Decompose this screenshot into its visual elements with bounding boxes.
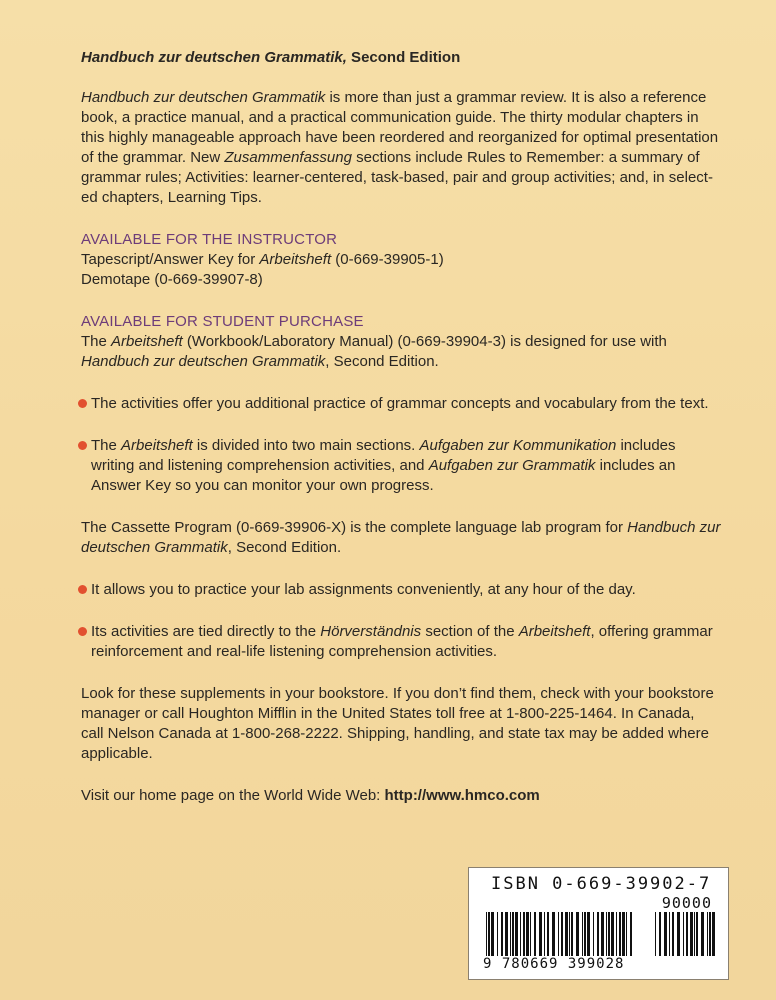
barcode-bar (707, 912, 708, 956)
barcode-bar (539, 912, 542, 956)
student-section (81, 312, 721, 372)
back-cover-text (81, 48, 721, 806)
barcode-bar (486, 912, 487, 956)
bullet-item: The activities offer you additional practice of grammar concepts and vocabulary from the text. (81, 394, 721, 414)
barcode-bar (597, 912, 599, 956)
instructor-heading: AVAILABLE FOR THE INSTRUCTOR (81, 231, 338, 248)
barcode-bar (677, 912, 680, 956)
barcode-bar (611, 912, 614, 956)
barcode-bar (561, 912, 563, 956)
barcode-bar (488, 912, 490, 956)
barcode-bar (694, 912, 695, 956)
barcode-bar (515, 912, 518, 956)
barcode-bar (616, 912, 617, 956)
barcode-bar (709, 912, 711, 956)
instructor-section (81, 230, 721, 290)
barcode-bar (606, 912, 607, 956)
barcode-bar (558, 912, 559, 956)
barcode-bar (526, 912, 529, 956)
barcode-bar (608, 912, 610, 956)
barcode-bar (547, 912, 549, 956)
barcode-bar (683, 912, 684, 956)
bullet-dot-icon (78, 441, 87, 450)
ean-barcode-icon (485, 912, 635, 956)
price-addon-code: 90000 (661, 894, 712, 912)
barcode-bar (565, 912, 568, 956)
barcode-bar (601, 912, 604, 956)
bullet-item: The Arbeitsheft is divided into two main sections. Aufgaben zur Kommunikation includes writing and listening comprehension activities, and Aufgaben zur Grammatik includes an Answer Key so you can monitor your own progress. (81, 436, 721, 496)
barcode-bar (593, 912, 594, 956)
barcode-bar (626, 912, 627, 956)
barcode-bar (569, 912, 570, 956)
barcode-bar (655, 912, 656, 956)
barcode-bar (512, 912, 514, 956)
book-title: Handbuch zur deutschen Grammatik, Second Edition (81, 49, 461, 66)
barcode-bar (672, 912, 674, 956)
bullet-dot-icon (78, 585, 87, 594)
barcode-bar (669, 912, 670, 956)
student-heading: AVAILABLE FOR STUDENT PURCHASE (81, 313, 364, 330)
barcode-bar (523, 912, 525, 956)
cassette-paragraph: The Cassette Program (0-669-39906-X) is the complete language lab program for Handbuch zur deutschen Grammatik, Second Edition. (81, 519, 721, 556)
ean-digits: 9 780669 399028 (483, 956, 625, 972)
barcode-bar (690, 912, 693, 956)
barcode-bar (659, 912, 661, 956)
bullet-item: It allows you to practice your lab assignments conveniently, at any hour of the day. (81, 580, 721, 600)
barcode-bar (582, 912, 583, 956)
barcode-bar (534, 912, 536, 956)
barcode-bar (497, 912, 498, 956)
addon-barcode-icon (654, 912, 716, 956)
barcode-bar (571, 912, 573, 956)
instructor-item: Demotape (0-669-39907-8) (81, 271, 263, 288)
barcode-bar (630, 912, 632, 956)
barcode-bar (686, 912, 688, 956)
barcode-bar (505, 912, 508, 956)
barcode-bar (584, 912, 586, 956)
barcode-bar (701, 912, 704, 956)
barcode-bar (576, 912, 579, 956)
barcode-bar (552, 912, 555, 956)
barcode-bar (712, 912, 715, 956)
website-link[interactable]: http://www.hmco.com (384, 787, 540, 804)
barcode-bar (622, 912, 625, 956)
barcode-bar (510, 912, 511, 956)
barcode-bar (587, 912, 590, 956)
bullet-dot-icon (78, 627, 87, 636)
barcode-bar (520, 912, 521, 956)
bookstore-paragraph: Look for these supplements in your bookstore. If you don’t find them, check with your bookstore manager or call Houghton Mifflin in the United States toll free at 1-800-225-1464. In Canada, call Nelson Canada at 1-800-268-2222. Shipping, handling, and state tax may be added where applicable. (81, 685, 714, 762)
barcode-bar (664, 912, 667, 956)
student-paragraph: The Arbeitsheft (Workbook/Laboratory Manual) (0-669-39904-3) is designed for use with Handbuch zur deutschen Grammatik, Second Edition. (81, 333, 667, 370)
barcode-bar (696, 912, 698, 956)
barcode-bar (619, 912, 621, 956)
instructor-item: Tapescript/Answer Key for Arbeitsheft (0-669-39905-1) (81, 251, 444, 268)
barcode-bar (544, 912, 545, 956)
web-paragraph: Visit our home page on the World Wide Web: http://www.hmco.com (81, 787, 540, 804)
barcode-bar (530, 912, 531, 956)
intro-paragraph: Handbuch zur deutschen Grammatik is more than just a grammar review. It is also a reference book, a practice manual, and a practical communication guide. The thirty modular chapters in this highly manageable approach have been reordered and reorganized for optimal presentation of the grammar. New Zusammenfassung sections include Rules to Remember: a summary of grammar rules; Activities: learner-centered, task-based, pair and group activities; and, in select-ed chapters, Learning Tips. (81, 89, 719, 206)
isbn-number: ISBN 0-669-39902-7 (491, 874, 712, 894)
barcode-bar (491, 912, 494, 956)
barcode-label (468, 867, 729, 980)
bullet-item: Its activities are tied directly to the Hörverständnis section of the Arbeitsheft, offering grammar reinforcement and real-life listening comprehension activities. (81, 622, 721, 662)
bullet-dot-icon (78, 399, 87, 408)
barcode-bar (501, 912, 503, 956)
